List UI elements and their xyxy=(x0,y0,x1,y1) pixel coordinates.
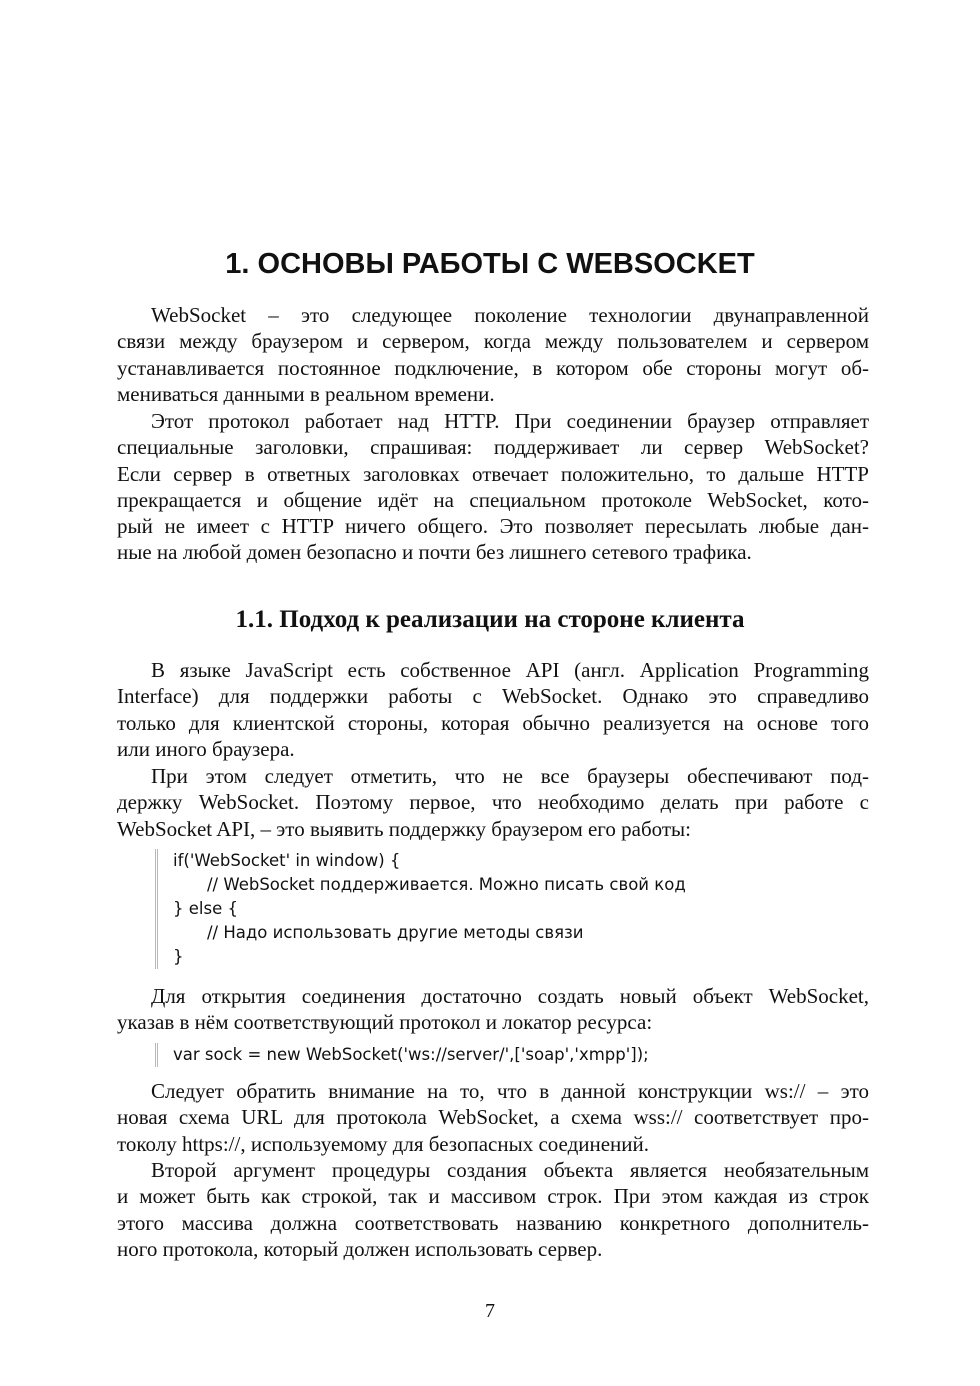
text-line: В языке JavaScript есть собственное API (англ. Application Programming xyxy=(151,658,869,682)
paragraph-2 xyxy=(117,408,869,566)
paragraph-6 xyxy=(117,1078,869,1157)
paragraph-7 xyxy=(117,1157,869,1262)
text-line: Этот протокол работает над HTTP. При соединении браузер отправляет xyxy=(151,409,869,433)
paragraph-3 xyxy=(117,657,869,762)
code-line: // Надо использовать другие методы связи xyxy=(207,923,584,942)
text-line: Interface) для поддержки работы с WebSocket. Однако это справедливо xyxy=(117,684,869,709)
text-line: Если сервер в ответных заголовках отвечает положительно, то дальше HTTP xyxy=(117,461,869,486)
text-line: рый не имеет с HTTP ничего общего. Это позволяет пересылать любые дан- xyxy=(117,514,869,539)
text-line: указав в нём соответствующий протокол и локатор ресурса: xyxy=(117,1010,653,1035)
text-line: устанавливается постоянное подключение, в котором обе стороны могут об- xyxy=(117,355,869,380)
page-number: 7 xyxy=(485,1300,495,1322)
code-line: var sock = new WebSocket('ws://server/',['soap','xmpp']); xyxy=(173,1045,649,1064)
paragraph-1 xyxy=(117,302,869,407)
text-line: связи между браузером и сервером, когда между пользователем и сервером xyxy=(117,329,869,354)
text-line: и может быть как строкой, так и массивом строк. При этом каждая из строк xyxy=(117,1184,869,1209)
text-line: Следует обратить внимание на то, что в данной конструкции ws:// – это xyxy=(151,1079,869,1103)
section-heading: 1.1. Подход к реализации на стороне клиента xyxy=(235,606,745,633)
code-block-feature-detect xyxy=(155,849,686,969)
text-line: специальные заголовки, спрашивая: поддерживает ли сервер WebSocket? xyxy=(117,435,869,460)
code-line: // WebSocket поддерживается. Можно писать свой код xyxy=(207,875,686,894)
paragraph-5 xyxy=(117,983,869,1036)
text-line: мениваться данными в реальном времени. xyxy=(117,381,495,406)
text-line: WebSocket – это следующее поколение технологии двунаправленной xyxy=(151,303,869,327)
text-line: Второй аргумент процедуры создания объекта является необязательным xyxy=(151,1158,869,1182)
paragraph-4 xyxy=(117,763,869,842)
text-line: При этом следует отметить, что не все браузеры обеспечивают под- xyxy=(151,764,869,788)
text-line: прекращается и общение идёт на специальном протоколе WebSocket, кото- xyxy=(117,487,869,512)
text-line: или иного браузера. xyxy=(117,736,295,761)
text-line: этого массива должна соответствовать названию конкретного дополнитель- xyxy=(117,1210,869,1235)
chapter-heading: 1. ОСНОВЫ РАБОТЫ С WEBSOCKET xyxy=(225,248,755,280)
text-line: только для клиентской стороны, которая обычно реализуется на основе того xyxy=(117,710,869,735)
code-line: if('WebSocket' in window) { xyxy=(173,851,401,870)
code-block-constructor xyxy=(155,1043,649,1067)
text-line: ного протокола, который должен использовать сервер. xyxy=(117,1236,603,1261)
text-line: новая схема URL для протокола WebSocket, а схема wss:// соответствует про- xyxy=(117,1105,869,1130)
text-line: держку WebSocket. Поэтому первое, что необходимо делать при работе с xyxy=(117,790,869,815)
code-line: } xyxy=(173,947,184,966)
text-line: ные на любой домен безопасно и почти без лишнего сетевого трафика. xyxy=(117,540,752,565)
text-line: токолу https://, используемому для безопасных соединений. xyxy=(117,1131,650,1156)
code-line: } else { xyxy=(173,899,238,918)
text-line: Для открытия соединения достаточно создать новый объект WebSocket, xyxy=(151,984,869,1008)
text-line: WebSocket API, – это выявить поддержку браузером его работы: xyxy=(117,816,691,841)
